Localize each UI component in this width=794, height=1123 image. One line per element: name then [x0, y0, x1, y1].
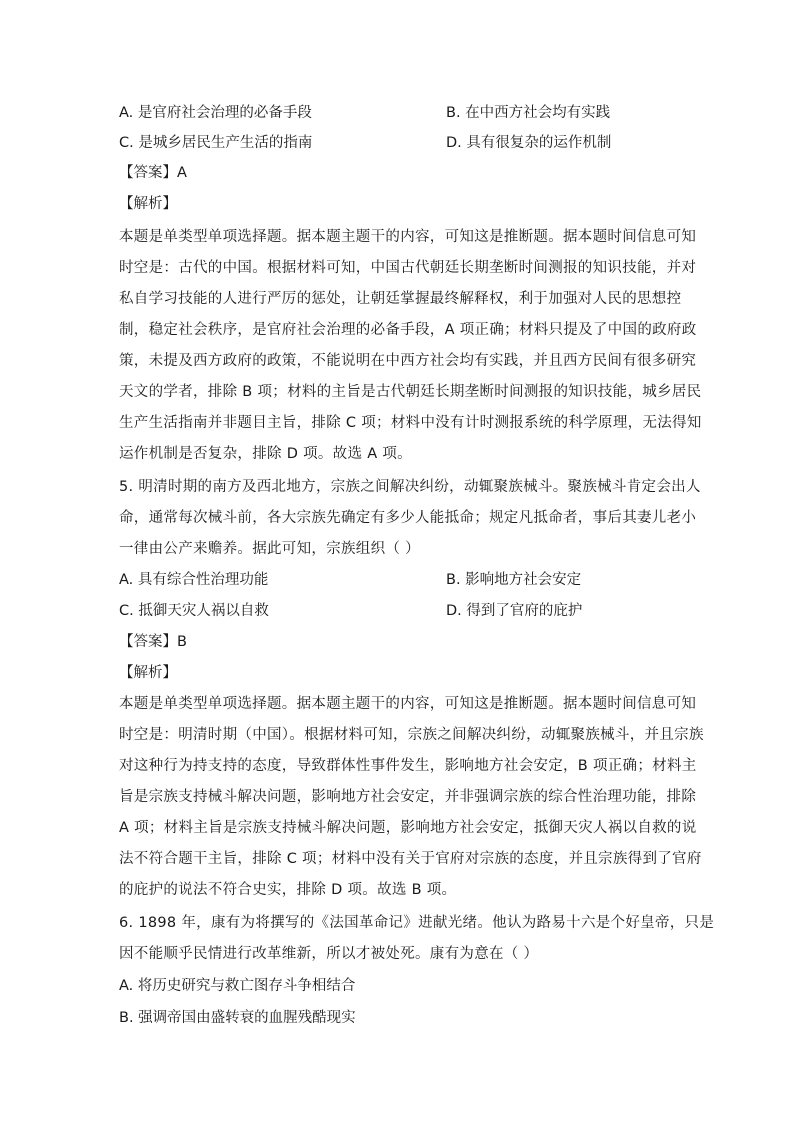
q4-analysis-label: 【解析】 [119, 196, 177, 212]
q4-option-d: D. 具有很复杂的运作机制 [446, 135, 612, 151]
q4-analysis-line: 时空是：古代的中国。根据材料可知，中国古代朝廷长期垄断时间测报的知识技能，并对 [119, 260, 697, 276]
q5-analysis-line: 对这种行为持支持的态度，导致群体性事件发生，影响地方社会安定，B 项正确；材料主 [119, 758, 697, 774]
q5-analysis-line: 时空是：明清时期（中国）。根据材料可知，宗族之间解决纠纷，动辄聚族械斗，并且宗族 [119, 727, 704, 743]
q5-answer: 【答案】B [119, 634, 187, 650]
q4-analysis-line: 制，稳定社会秩序，是官府社会治理的必备手段，A 项正确；材料只提及了中国的政府政 [119, 322, 697, 338]
q5-analysis-line: 法不符合题干主旨，排除 C 项；材料中没有关于官府对宗族的态度，并且宗族得到了官府 [119, 851, 702, 867]
q5-stem-line: 命，通常每次械斗前，各大宗族先确定有多少人能抵命；规定凡抵命者，事后其妻儿老小 [119, 510, 697, 526]
q6-option-b: B. 强调帝国由盛转衰的血腥残酷现实 [119, 1010, 356, 1026]
q4-analysis-line: 私自学习技能的人进行严厉的惩处，让朝廷掌握最终解释权，利于加强对人民的思想控 [119, 291, 682, 307]
q5-option-b: B. 影响地方社会安定 [446, 572, 582, 588]
q5-analysis-label: 【解析】 [119, 665, 177, 681]
q4-analysis-line: 本题是单类型单项选择题。据本题主题干的内容，可知这是推断题。据本题时间信息可知 [119, 229, 697, 245]
q5-analysis-line: 旨是宗族支持械斗解决问题，影响地方社会安定，并非强调宗族的综合性治理功能，排除 [119, 789, 697, 805]
q4-analysis-line: 运作机制是否复杂，排除 D 项。故选 A 项。 [119, 446, 412, 462]
q5-analysis-line: 的庇护的说法不符合史实，排除 D 项。故选 B 项。 [119, 882, 457, 898]
q5-option-a: A. 具有综合性治理功能 [119, 572, 269, 588]
q5-analysis-line: A 项；材料主旨是宗族支持械斗解决问题，影响地方社会安定，抵御天灾人祸以自救的说 [119, 820, 697, 836]
q5-option-d: D. 得到了官府的庇护 [446, 603, 583, 619]
q4-analysis-line: 策，未提及西方政府的政策，不能说明在中西方社会均有实践，并且西方民间有很多研究 [119, 353, 697, 369]
q4-answer: 【答案】A [119, 165, 187, 181]
q6-stem-line: 6. 1898 年，康有为将撰写的《法国革命记》进献光绪。他认为路易十六是个好皇帝，只是 [119, 915, 715, 931]
q6-stem-line: 因不能顺乎民情进行改革维新，所以才被处死。康有为意在（ ） [119, 946, 539, 962]
q4-option-c: C. 是城乡居民生产生活的指南 [119, 135, 313, 151]
q4-option-b: B. 在中西方社会均有实践 [446, 105, 611, 121]
q5-stem-line: 5. 明清时期的南方及西北地方，宗族之间解决纠纷，动辄聚族械斗。聚族械斗肯定会出人 [119, 479, 701, 495]
q5-option-c: C. 抵御天灾人祸以自救 [119, 603, 269, 619]
q4-analysis-line: 生产生活指南并非题目主旨，排除 C 项；材料中没有计时测报系统的科学原理，无法得知 [119, 415, 702, 431]
q4-option-a: A. 是官府社会治理的必备手段 [119, 105, 312, 121]
q5-stem-line: 一律由公产来赡养。据此可知，宗族组织（ ） [119, 541, 420, 557]
q6-option-a: A. 将历史研究与救亡图存斗争相结合 [119, 978, 356, 994]
q4-analysis-line: 天文的学者，排除 B 项；材料的主旨是古代朝廷长期垄断时间测报的知识技能，城乡居民 [119, 384, 702, 400]
q5-analysis-line: 本题是单类型单项选择题。据本题主题干的内容，可知这是推断题。据本题时间信息可知 [119, 696, 697, 712]
